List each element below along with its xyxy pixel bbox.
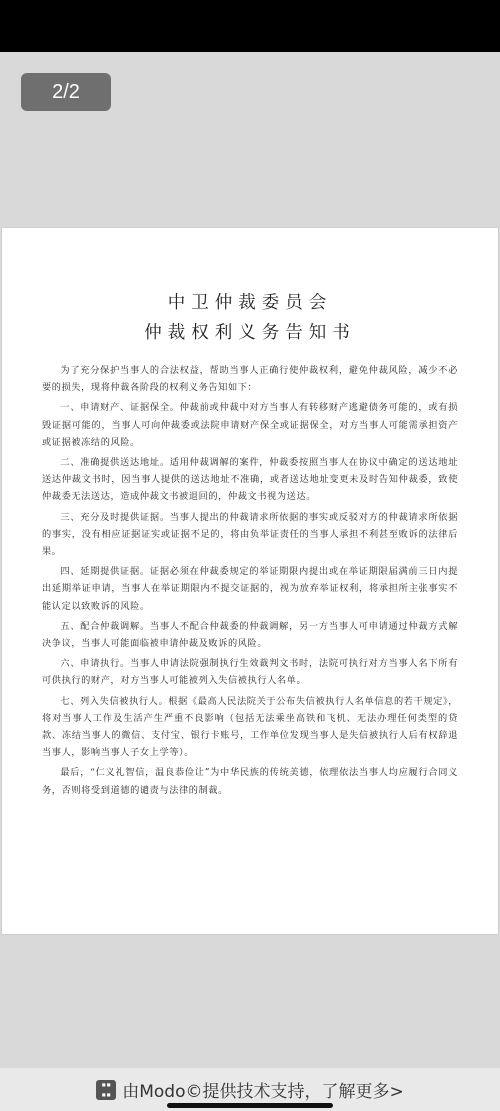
- document-body: [42, 362, 458, 799]
- document-paragraph: 为了充分保护当事人的合法权益，帮助当事人正确行使仲裁权利，避免仲裁风险，减少不必要的损失，现将仲裁各阶段的权利义务告知如下：: [42, 365, 458, 394]
- document-page: [2, 228, 498, 934]
- document-paragraph: 五、配合仲裁调解。当事人不配合仲裁委的仲裁调解，另一方当事人可申请通过仲裁方式解决争议，当事人可能面临被申请仲裁及败诉的风险。: [42, 620, 458, 650]
- document-paragraph: 三、充分及时提供证据。当事人提出的仲裁请求所依据的事实或反驳对方的仲裁请求所依据的事实，没有相应证据证实或证据不足的，将由负举证责任的当事人承担不利甚至败诉的法律后果。: [42, 511, 458, 558]
- top-black-bar: [0, 0, 500, 52]
- footer-text[interactable]: 由Modo©提供技术支持，了解更多>: [122, 1082, 404, 1102]
- page-indicator-badge: 2/2: [21, 73, 111, 111]
- home-indicator: [167, 1103, 333, 1108]
- document-paragraph: 七、列入失信被执行人。根据《最高人民法院关于公布失信被执行人名单信息的若干规定》，将对当事人工作及生活产生严重不良影响（包括无法乘坐高铁和飞机、无法办理任何类型的贷款、冻结当事人的微信、支付宝、银行卡账号，工作单位发现当事人是失信被执行人后有权辞退当事人，影响当事人子女上学等）。: [42, 695, 458, 759]
- document-paragraph: 二、准确提供送达地址。适用仲裁调解的案件，仲裁委按照当事人在协议中确定的送达地址送达仲裁文书时，因当事人提供的送达地址不准确，或者送达地址变更未及时告知仲裁委，致使仲裁委无法送达，造成仲裁文书被退回的，仲裁文书视为送达。: [42, 457, 458, 503]
- document-title-line2: 仲裁权利义务告知书: [144, 323, 356, 343]
- document-paragraph: 六、申请执行。当事人申请法院强制执行生效裁判文书时，法院可执行对方当事人名下所有可供执行的财产，对方当事人可能被列入失信被执行人名单。: [42, 658, 458, 687]
- document-paragraph: 四、延期提供证据。证据必须在仲裁委规定的举证期限内提出或在举证期限届满前三日内提出延期举证申请，当事人在举证期限内不提交证据的，视为放弃举证权利，将承担所主张事实不能认定以致败诉的风险。: [42, 566, 458, 612]
- document-paragraph: 一、申请财产、证据保全。仲裁前或仲裁中对方当事人有转移财产逃避债务可能的，或有损毁证据可能的，当事人可向仲裁委或法院申请财产保全或证据保全，对方当事人可能需承担资产或证据被冻结的风险。: [42, 402, 458, 448]
- document-paragraph: 最后，“仁义礼智信，温良恭俭让”为中华民族的传统美德，依理依法当事人均应履行合同义务，否则将受到道德的谴责与法律的制裁。: [42, 767, 458, 796]
- modo-logo-icon: ▪▪ ▪▪: [96, 1080, 116, 1100]
- document-title-line1: 中卫仲裁委员会: [167, 293, 333, 313]
